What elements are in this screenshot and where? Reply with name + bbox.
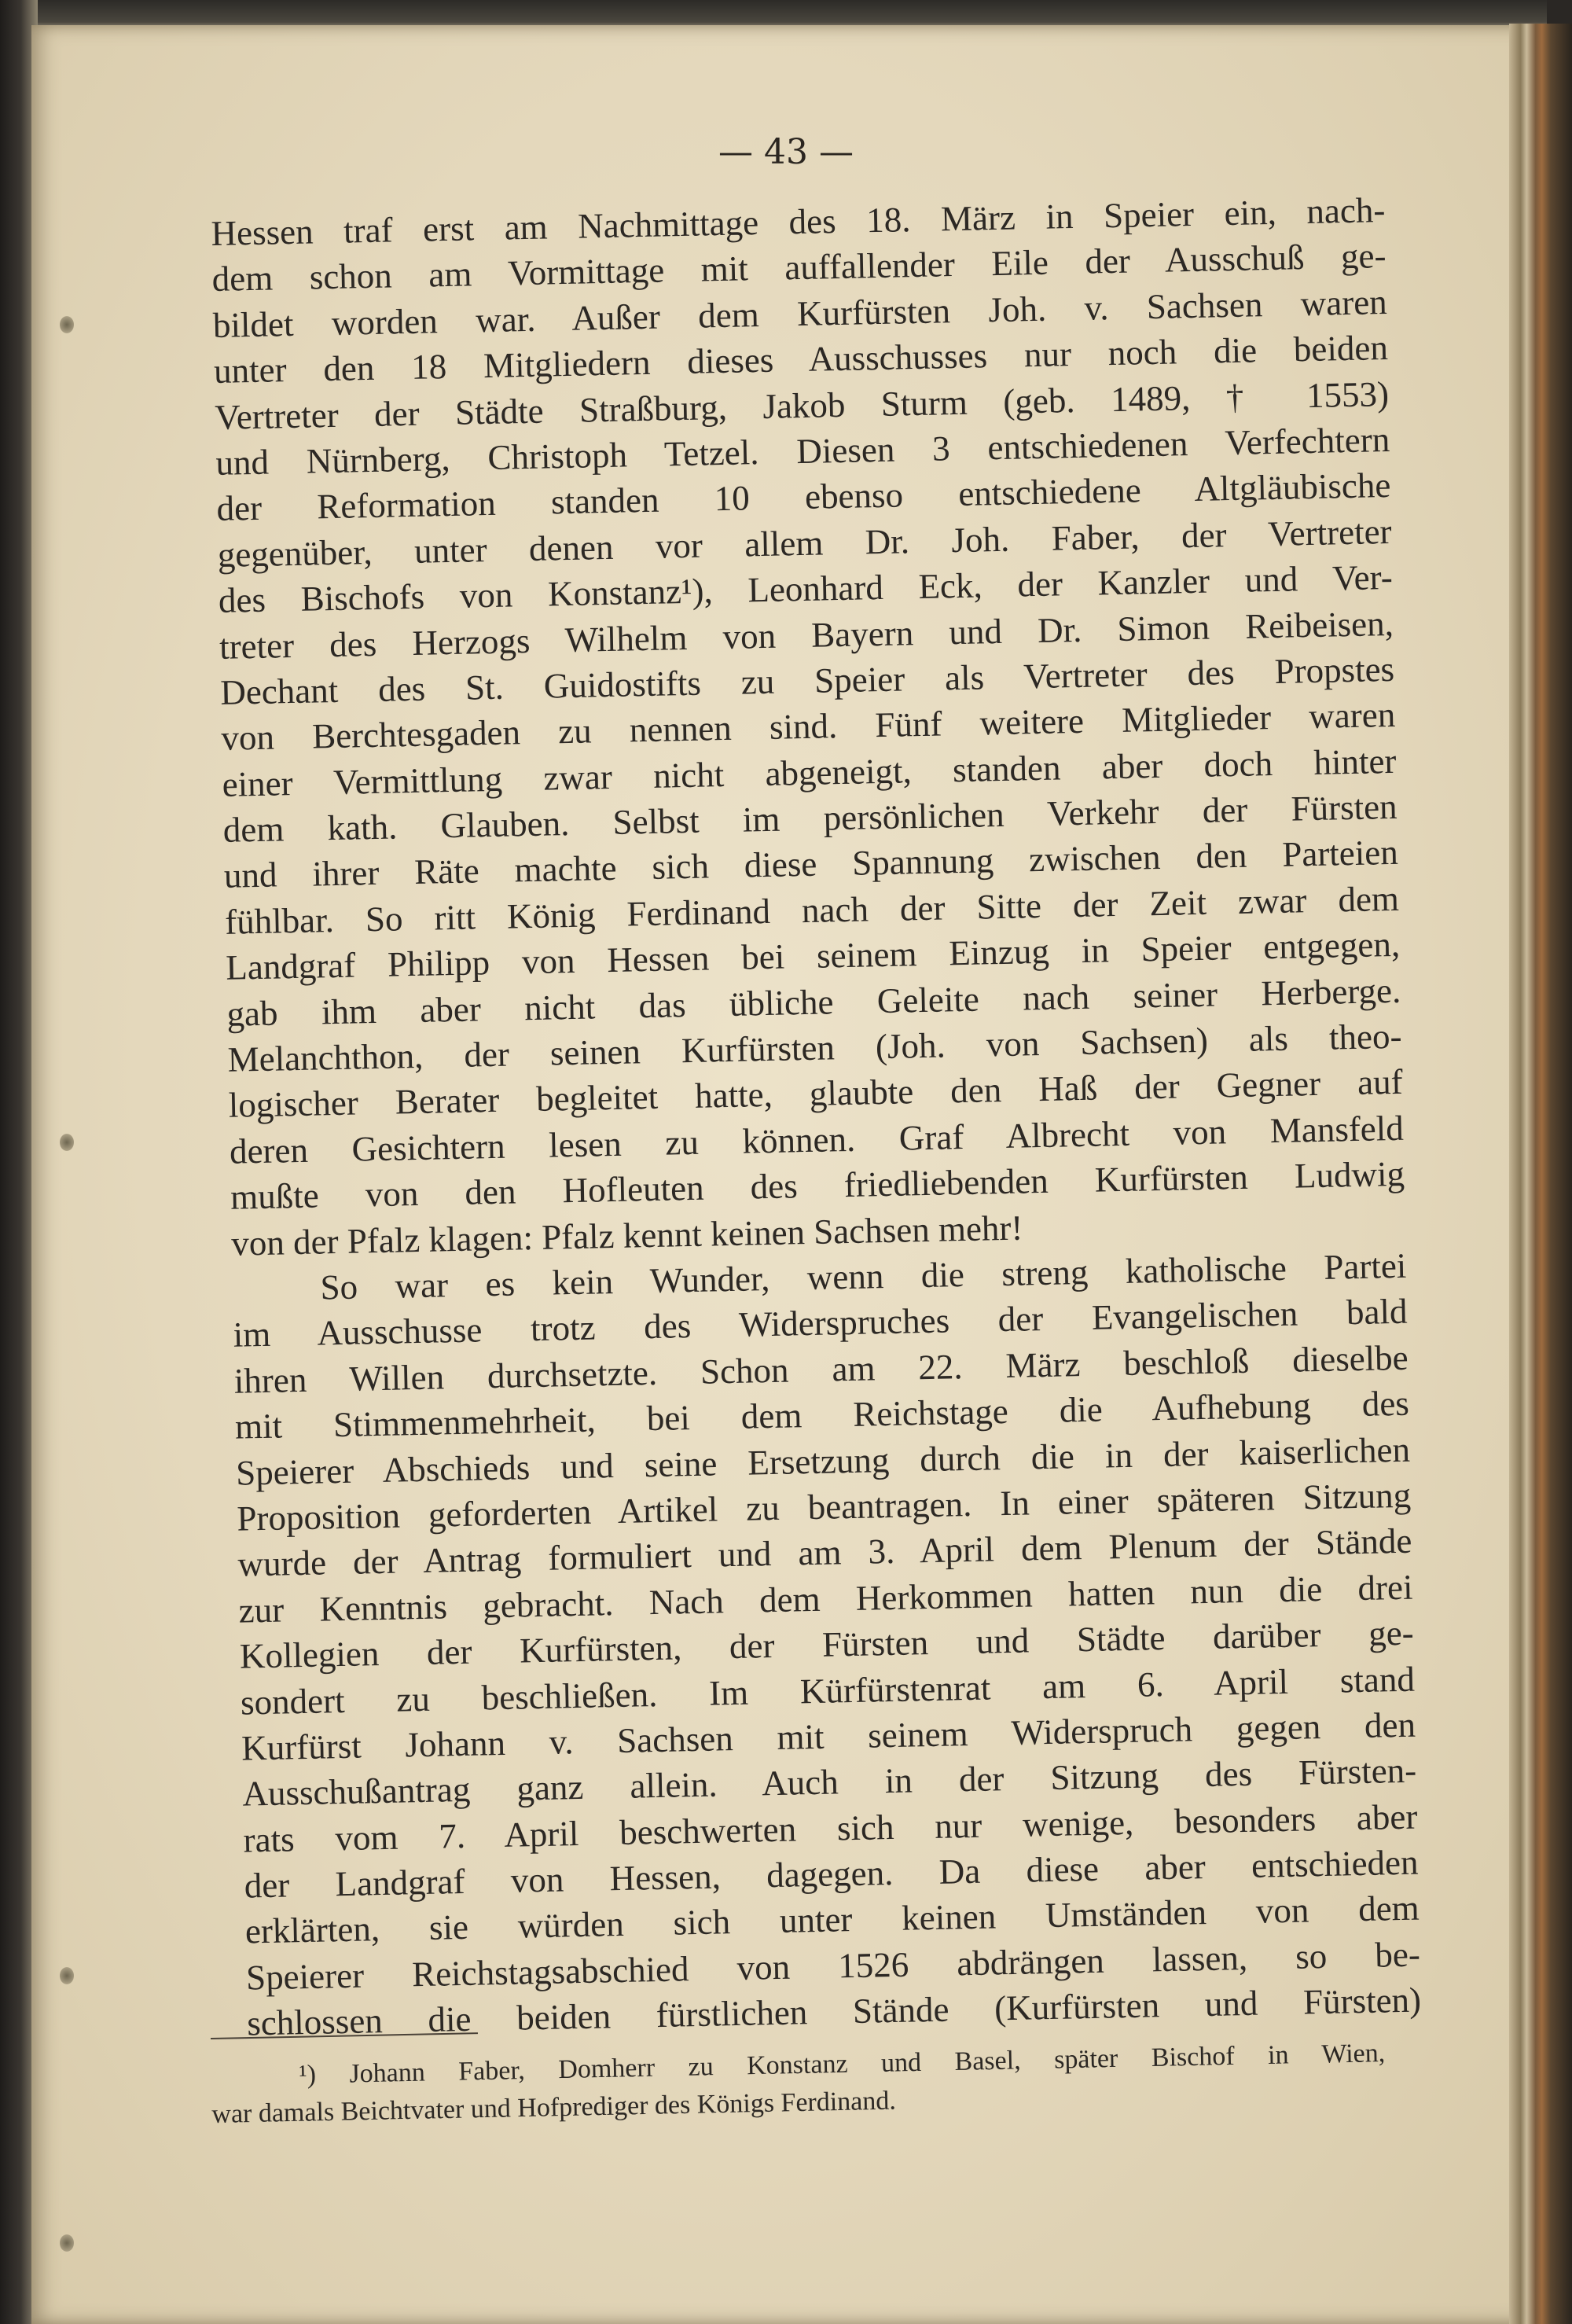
text-line: unter den 18 Mitgliedern dieses Ausschusses nur noch die beiden [213,328,1389,392]
text-line: und ihrer Räte machte sich diese Spannung zwischen den Parteien [223,833,1399,896]
text-line: treter des Herzogs Wilhelm von Bayern und Dr. Simon Reibeisen, [219,603,1394,667]
text-line: ihren Willen durchsetzte. Schon am 22. März beschloß dieselbe [233,1337,1409,1401]
text-line: sondert zu beschließen. Im Kürfürstenrat am 6. April stand [240,1659,1416,1723]
book-page-edges-right [1509,24,1572,2324]
text-line: Hessen traf erst am Nachmittage des 18. März in Speier ein, nach- [211,190,1386,253]
binding-hole [60,2234,74,2252]
text-line: Kurfürst Johann v. Sachsen mit seinem Widerspruch gegen den [241,1704,1416,1768]
text-line: Ausschußantrag ganz allein. Auch in der Sitzung des Fürsten- [241,1750,1417,1814]
text-line: Speierer Reichstagsabschied von 1526 abdrängen lassen, so be- [245,1934,1421,1998]
text-line: von der Pfalz klagen: Pfalz kennt keinen Sachsen mehr! [230,1208,1023,1263]
text-line: Vertreter der Städte Straßburg, Jakob Sturm (geb. 1489, † 1553) [214,373,1390,437]
text-line: mußte von den Hofleuten des friedliebenden Kurfürsten Ludwig [230,1153,1405,1217]
text-line: wurde der Antrag formuliert und am 3. April dem Plenum der Stände [237,1521,1412,1584]
text-line: der Reformation standen 10 ebenso entschiedene Altgläubische [216,465,1391,529]
text-line: dem schon am Vormittage mit auffallender Eile der Ausschuß ge- [211,236,1387,300]
text-line: erklärten, sie würden sich unter keinen Umständen von dem [244,1888,1420,1952]
text-line: fühlbar. So ritt König Ferdinand nach der Sitte der Zeit zwar dem [224,878,1400,942]
text-line: schlossen die beiden fürstlichen Stände (Kurfürsten und Fürsten) [246,1980,1422,2043]
footnote-line: war damals Beichtvater und Hofprediger des Königs Ferdinand. [211,2086,897,2129]
binding-hole [60,316,74,333]
text-line: der Landgraf von Hessen, dagegen. Da diese aber entschieden [244,1842,1419,1906]
text-line: So war es kein Wunder, wenn die streng katholische Partei [320,1245,1407,1307]
text-line: im Ausschusse trotz des Widerspruches der Evangelischen bald [233,1292,1408,1355]
text-line: Landgraf Philipp von Hessen bei seinem Einzug in Speier entgegen, [225,925,1401,988]
text-line: bildet worden war. Außer dem Kurfürsten Joh. v. Sachsen waren [212,281,1388,345]
text-line: deren Gesichtern lesen zu können. Graf Albrecht von Mansfeld [229,1108,1405,1171]
text-line: Dechant des St. Guidostifts zu Speier als Vertreter des Propstes [219,649,1395,712]
text-line: mit Stimmenmehrheit, bei dem Reichstage die Aufhebung des [234,1383,1410,1447]
text-line: Speierer Abschieds und seine Ersetzung durch die in der kaiserlichen [235,1429,1411,1493]
binding-hole [60,1134,74,1151]
text-line: gab ihm aber nicht das übliche Geleite nach seiner Herberge. [226,970,1401,1034]
text-line: Kollegien der Kurfürsten, der Fürsten und Städte darüber ge- [239,1612,1415,1676]
footnote-line: ¹) Johann Faber, Domherr zu Konstanz und Basel, später Bischof in Wien, [299,2039,1386,2090]
text-line: von Berchtesgaden zu nennen sind. Fünf weitere Mitglieder waren [220,695,1396,759]
page-number: — 43 — [718,132,854,172]
text-line: gegenüber, unter denen vor allem Dr. Joh. Faber, der Vertreter [217,511,1392,575]
text-line: und Nürnberg, Christoph Tetzel. Diesen 3 entschiedenen Verfechtern [215,419,1390,483]
body-text [211,187,1422,2046]
text-line: zur Kenntnis gebracht. Nach dem Herkommen hatten nun die drei [238,1567,1413,1631]
text-line: dem kath. Glauben. Selbst im persönlichen Verkehr der Fürsten [222,786,1398,850]
text-line: einer Vermittlung zwar nicht abgeneigt, standen aber doch hinter [222,741,1397,804]
text-line: rats vom 7. April beschwerten sich nur wenige, besonders aber [243,1796,1418,1860]
text-line: logischer Berater begleitet hatte, glaubte den Haß der Gegner auf [228,1062,1404,1126]
text-line: Melanchthon, der seinen Kurfürsten (Joh. von Sachsen) als theo- [227,1016,1402,1079]
binding-hole [60,1967,74,1984]
text-line: Proposition geforderten Artikel zu beantragen. In einer späteren Sitzung [236,1475,1412,1539]
text-line: des Bischofs von Konstanz¹), Leonhard Eck, der Kanzler und Ver- [218,557,1394,621]
